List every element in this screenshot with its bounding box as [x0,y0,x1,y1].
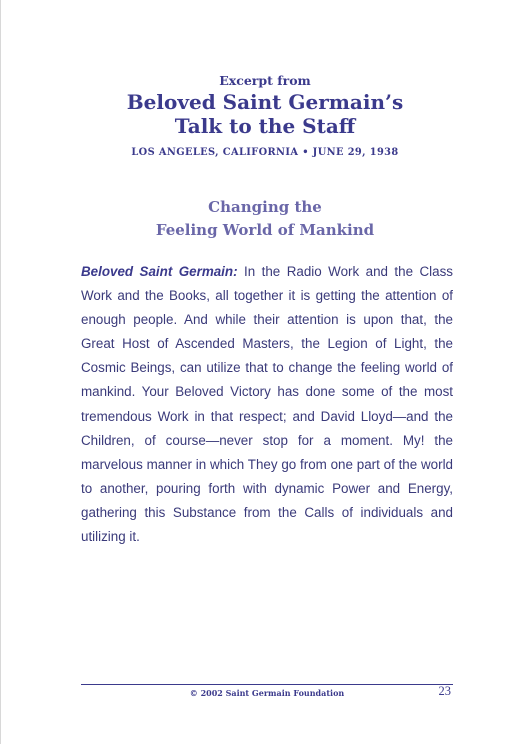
page-number: 23 [438,684,451,698]
section-heading-line-2: Feeling World of Mankind [155,221,375,239]
document-title-line-1: Beloved Saint Germain’s [126,90,404,114]
footer-divider [81,684,453,685]
body-paragraph [81,260,453,549]
excerpt-label: Excerpt from [219,73,311,88]
copyright-notice: © 2002 Saint Germain Foundation [189,688,345,698]
document-title-line-2: Talk to the Staff [174,114,356,138]
location-date: LOS ANGELES, CALIFORNIA • JUNE 29, 1938 [131,147,399,158]
body-text: In the Radio Work and the Class Work and the Books, all together it is getting the attention of enough people. And while their attention is upon that, the Great Host of Ascended Masters, the Legion of Light, the Cosmic Beings, can utilize that to change the feeling world of mankind. Your Beloved Victory has done some of the most tremendous Work in that respect; and David Lloyd—and the Children, of course—never stop for a moment. My! the marvelous manner in which They go from one part of the world to another, pouring forth with dynamic Power and Energy, gathering this Substance from the Calls of individuals and utilizing it. [81,264,453,545]
section-heading-line-1: Changing the [208,198,322,216]
speaker-label: Beloved Saint Germain: [81,264,238,279]
